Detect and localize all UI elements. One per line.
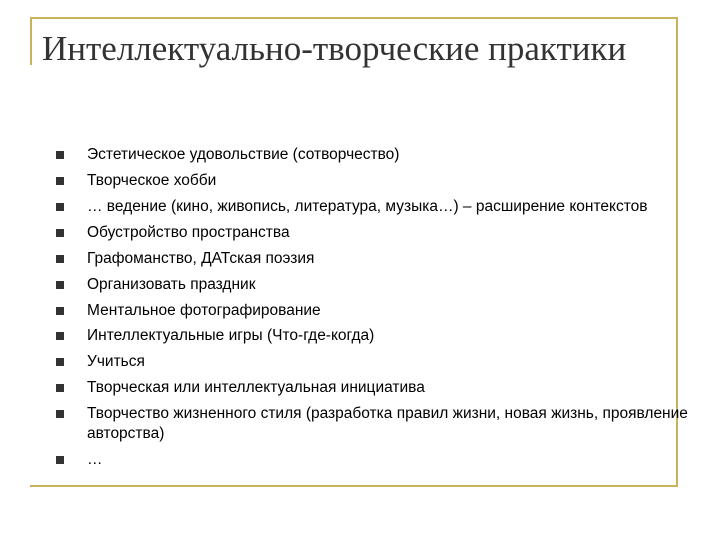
frame-line-top (30, 17, 678, 19)
square-bullet-icon (56, 229, 64, 237)
list-item-text: Обустройство пространства (87, 223, 290, 241)
list-item-text: Ментальное фотографирование (87, 301, 321, 319)
square-bullet-icon (56, 456, 64, 464)
list-item-text: Интеллектуальные игры (Что-где-когда) (87, 327, 375, 345)
list-item-text: Творчество жизненного стиля (разработка правил жизни, новая жизнь, проявление авторства) (87, 405, 688, 443)
square-bullet-icon (56, 203, 64, 211)
list-item (52, 142, 692, 168)
list-item-text: Организовать праздник (87, 275, 256, 293)
list-item-text: … ведение (кино, живопись, литература, музыка…) – расширение контекстов (87, 197, 648, 215)
square-bullet-icon (56, 255, 64, 263)
list-item (52, 447, 692, 473)
list-item-text: Творческое хобби (87, 171, 217, 189)
square-bullet-icon (56, 384, 64, 392)
frame-line-left (30, 17, 32, 65)
list-item (52, 220, 692, 246)
list-item (52, 375, 692, 401)
list-item (52, 246, 692, 272)
list-item (52, 298, 692, 324)
square-bullet-icon (56, 358, 64, 366)
list-item (52, 272, 692, 298)
square-bullet-icon (56, 151, 64, 159)
list-item (52, 323, 692, 349)
square-bullet-icon (56, 410, 64, 418)
list-item (52, 194, 692, 220)
list-item (52, 401, 692, 447)
bullet-list (52, 142, 692, 473)
square-bullet-icon (56, 177, 64, 185)
list-item-text: Эстетическое удовольствие (сотворчество) (87, 146, 400, 163)
square-bullet-icon (56, 332, 64, 340)
square-bullet-icon (56, 307, 64, 315)
square-bullet-icon (56, 281, 64, 289)
frame-line-bottom (30, 485, 678, 487)
list-item-text: … (87, 451, 103, 469)
list-item (52, 349, 692, 375)
list-item-text: Творческая или интеллектуальная инициатива (87, 379, 425, 397)
list-item (52, 168, 692, 194)
slide-title: Интеллектуально-творческие практики (42, 29, 627, 68)
list-item-text: Учиться (87, 353, 145, 371)
list-item-text: Графоманство, ДАТская поэзия (87, 249, 315, 267)
